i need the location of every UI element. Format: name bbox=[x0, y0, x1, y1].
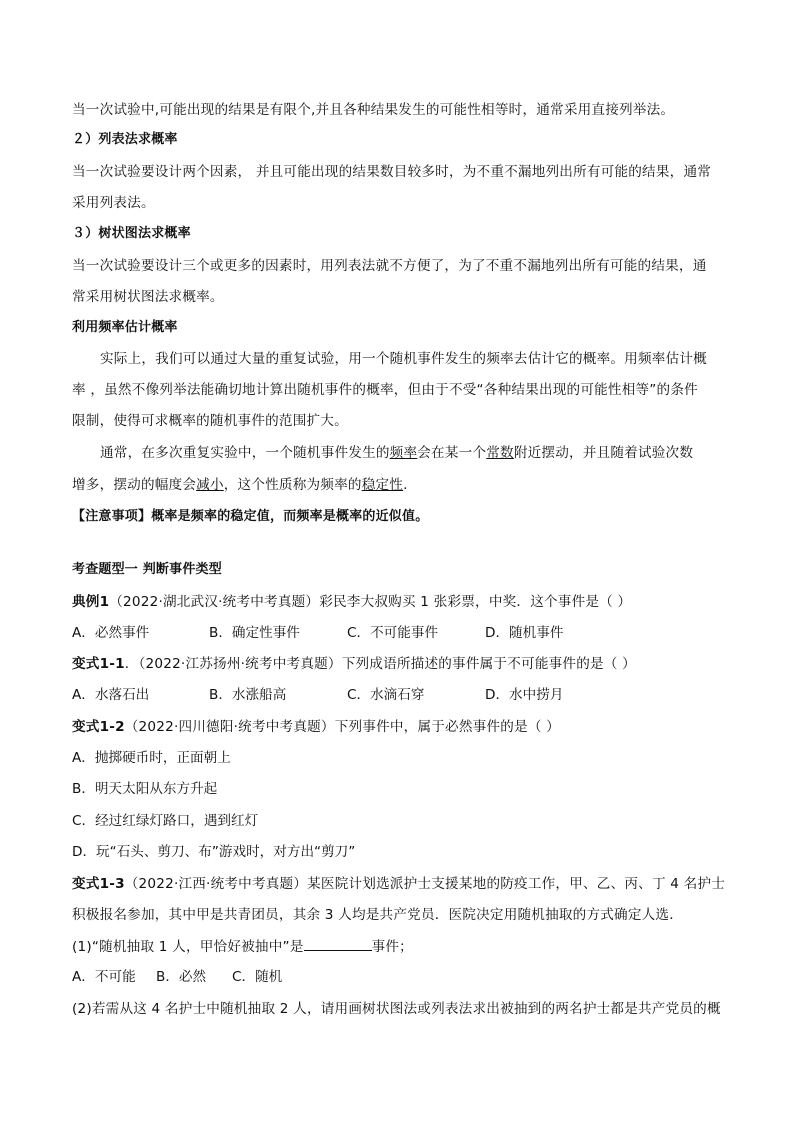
section-title: 考查题型一 判断事件类型 bbox=[72, 562, 222, 577]
text-line: 当一次试验中,可能出现的结果是有限个,并且各种结果发生的可能性相等时，通常采用直接列举法。 bbox=[72, 102, 675, 118]
option-a: A．必然事件 bbox=[72, 625, 150, 641]
note-line: 【注意事项】概率是频率的稳定值，而频率是概率的近似值。 bbox=[72, 509, 429, 524]
text-span: . bbox=[403, 477, 408, 493]
underlined-term: 常数 bbox=[486, 445, 514, 461]
question-label: 变式1-1 bbox=[72, 656, 125, 672]
sub-question-2: (2)若需从这 4 名护士中随机抽取 2 人，请用画树状图法或列表法求出被抽到的两名护士都是共产党员的概 bbox=[72, 1001, 721, 1017]
question-text-cont: 积极报名参加，其中甲是共青团员，其余 3 人均是共产党员．医院决定用随机抽取的方式确定人选． bbox=[72, 907, 684, 923]
underlined-term: 减小 bbox=[196, 477, 224, 493]
paragraph-line bbox=[100, 443, 693, 463]
option-d: D．玩“石头、剪刀、布”游戏时，对方出“剪刀” bbox=[72, 844, 356, 860]
underlined-term: 稳定性 bbox=[361, 477, 404, 493]
option-c: C．随机 bbox=[232, 969, 283, 985]
question-label: 变式1-2 bbox=[72, 719, 125, 735]
question-label: 典例1 bbox=[72, 594, 110, 610]
question-1 bbox=[72, 592, 631, 612]
option-c: C．水滴石穿 bbox=[347, 687, 425, 703]
text-span: 增多，摆动的幅度会 bbox=[72, 477, 197, 493]
question-4 bbox=[72, 874, 725, 894]
question-text: （2022·湖北武汉·统考中考真题）彩民李大叔购买 1 张彩票，中奖．这个事件是（ ） bbox=[109, 594, 632, 610]
option-b: B．确定性事件 bbox=[209, 625, 300, 641]
text-line: 当一次试验要设计三个或更多的因素时，用列表法就不方便了，为了不重不漏地列出所有可能的结果，通 bbox=[72, 258, 707, 274]
option-c: C．不可能事件 bbox=[347, 625, 439, 641]
option-b: B．水涨船高 bbox=[209, 687, 287, 703]
option-d: D．随机事件 bbox=[485, 625, 564, 641]
text-span: 会在某一个 bbox=[417, 445, 487, 461]
option-b: B．明天太阳从东方升起 bbox=[72, 781, 218, 797]
question-text: ．（2022·江苏扬州·统考中考真题）下列成语所描述的事件属于不可能事件的是（ ） bbox=[124, 656, 636, 672]
text-span: 通常，在多次重复实验中，一个随机事件发生的 bbox=[100, 445, 390, 461]
subheading: ２）列表法求概率 bbox=[72, 132, 178, 147]
text-span: ，这个性质称为频率的 bbox=[223, 477, 362, 493]
paragraph-line: 实际上，我们可以通过大量的重复试验，用一个随机事件发生的频率去估计它的概率。用频率估计概 bbox=[100, 351, 707, 367]
answer-blank bbox=[304, 936, 372, 951]
text-span: 事件； bbox=[371, 939, 413, 955]
paragraph-line: 率 ，虽然不像列举法能确切地计算出随机事件的概率，但由于不受“各种结果出现的可能性相等”的条件 bbox=[72, 382, 698, 398]
option-a: A．抛掷硬币时，正面朝上 bbox=[72, 750, 231, 766]
paragraph-line bbox=[72, 475, 408, 495]
text-span: (1)“随机抽取 1 人，甲恰好被抽中”是 bbox=[72, 939, 304, 955]
question-2 bbox=[72, 654, 636, 674]
text-line: 常采用树状图法求概率。 bbox=[72, 289, 224, 305]
text-line: 采用列表法。 bbox=[72, 195, 155, 211]
text-span: 附近摆动，并且随着试验次数 bbox=[513, 445, 694, 461]
option-a: A．不可能 bbox=[72, 969, 136, 985]
subheading: 利用频率估计概率 bbox=[72, 320, 178, 335]
paragraph-line: 限制，使得可求概率的随机事件的范围扩大。 bbox=[72, 413, 348, 429]
option-a: A．水落石出 bbox=[72, 687, 150, 703]
subheading: ３）树状图法求概率 bbox=[72, 226, 191, 241]
question-3 bbox=[72, 717, 560, 737]
option-c: C．经过红绿灯路口，遇到红灯 bbox=[72, 813, 259, 829]
option-b: B．必然 bbox=[156, 969, 207, 985]
question-text: （2022·四川德阳·统考中考真题）下列事件中，属于必然事件的是（ ） bbox=[124, 719, 560, 735]
underlined-term: 频率 bbox=[389, 445, 418, 461]
option-d: D．水中捞月 bbox=[485, 687, 564, 703]
text-line: 当一次试验要设计两个因素， 并且可能出现的结果数目较多时，为不重不漏地列出所有可能的结果，通常 bbox=[72, 164, 712, 180]
sub-question-1 bbox=[72, 936, 413, 957]
question-text: （2022·江西·统考中考真题）某医院计划选派护士支援某地的防疫工作，甲、乙、丙、丁 4 名护士 bbox=[124, 876, 726, 892]
question-label: 变式1-3 bbox=[72, 876, 125, 892]
